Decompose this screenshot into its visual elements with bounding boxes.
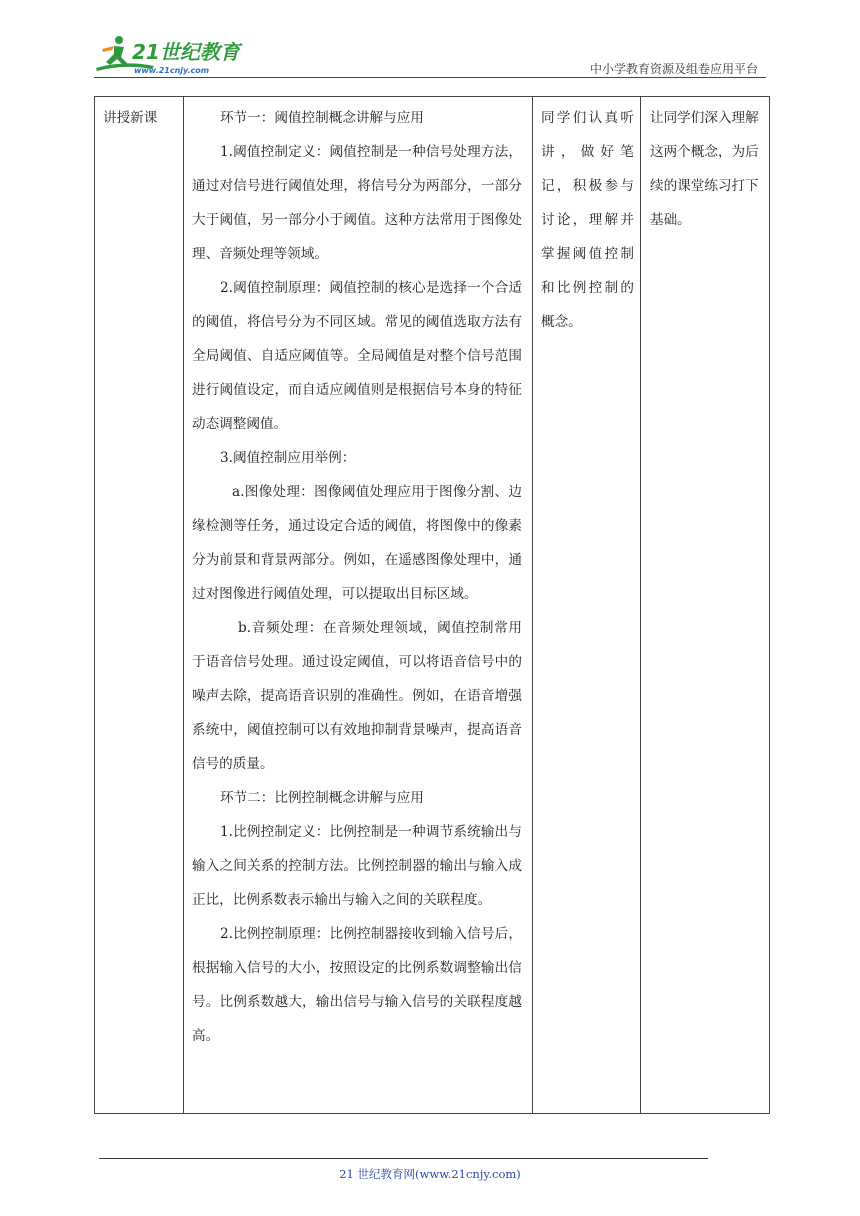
lesson-table: [94, 96, 770, 1114]
content-paragraph: 1.阈值控制定义：阈值控制是一种信号处理方法，通过对信号进行阈值处理，将信号分为两部分，一部分大于阈值，另一部分小于阈值。这种方法常用于图像处理、音频处理等领域。: [192, 144, 522, 262]
site-logo: [94, 34, 264, 76]
design-intent-cell: [641, 97, 770, 1114]
logo-url: www.21cnjy.com: [134, 66, 210, 75]
section-heading: 环节一：阈值控制概念讲解与应用: [220, 110, 424, 126]
content-paragraph: b.音频处理：在音频处理领域，阈值控制常用于语音信号处理。通过设定阈值，可以将语音信号中的噪声去除，提高语音识别的准确性。例如，在语音增强系统中，阈值控制可以有效地抑制背景噪声，提高语音信号的质量。: [192, 620, 522, 772]
student-activity-cell: [533, 97, 641, 1114]
content-cell: [184, 97, 533, 1114]
content-paragraph: 2.阈值控制原理：阈值控制的核心是选择一个合适的阈值，将信号分为不同区域。常见的阈值选取方法有全局阈值、自适应阈值等。全局阈值是对整个信号范围进行阈值设定，而自适应阈值则是根据信号本身的特征动态调整阈值。: [192, 280, 522, 432]
logo-text: 21世纪教育: [132, 40, 240, 64]
footer-divider: [99, 1158, 708, 1159]
content-paragraph: a.图像处理：图像阈值处理应用于图像分割、边缘检测等任务，通过设定合适的阈值，将图像中的像素分为前景和背景两部分。例如，在遥感图像处理中，通过对图像进行阈值处理，可以提取出目标区域。: [192, 484, 522, 602]
stage-cell: [95, 97, 184, 1114]
content-paragraph: 3.阈值控制应用举例：: [220, 450, 356, 466]
platform-name: 中小学教育资源及组卷应用平台: [589, 62, 758, 76]
content-paragraph: 2.比例控制原理：比例控制器接收到输入信号后，根据输入信号的大小，按照设定的比例系数调整输出信号。比例系数越大，输出信号与输入信号的关联程度越高。: [192, 926, 522, 1044]
stage-label: 讲授新课: [103, 110, 158, 126]
header-divider: [94, 77, 766, 78]
page-header: [94, 30, 766, 78]
design-intent-text: 让同学们深入理解这两个概念，为后续的课堂练习打下基础。: [650, 110, 759, 228]
section-heading: 环节二：比例控制概念讲解与应用: [220, 790, 424, 806]
student-activity-text: 同学们认真听讲，做好笔记，积极参与讨论，理解并掌握阈值控制和比例控制的概念。: [541, 110, 634, 330]
content-paragraph: 1.比例控制定义：比例控制是一种调节系统输出与输入之间关系的控制方法。比例控制器的输出与输入成正比，比例系数表示输出与输入之间的关联程度。: [192, 824, 522, 908]
table-row: [95, 97, 770, 1114]
footer-text[interactable]: 21 世纪教育网(www.21cnjy.com): [339, 1167, 521, 1181]
